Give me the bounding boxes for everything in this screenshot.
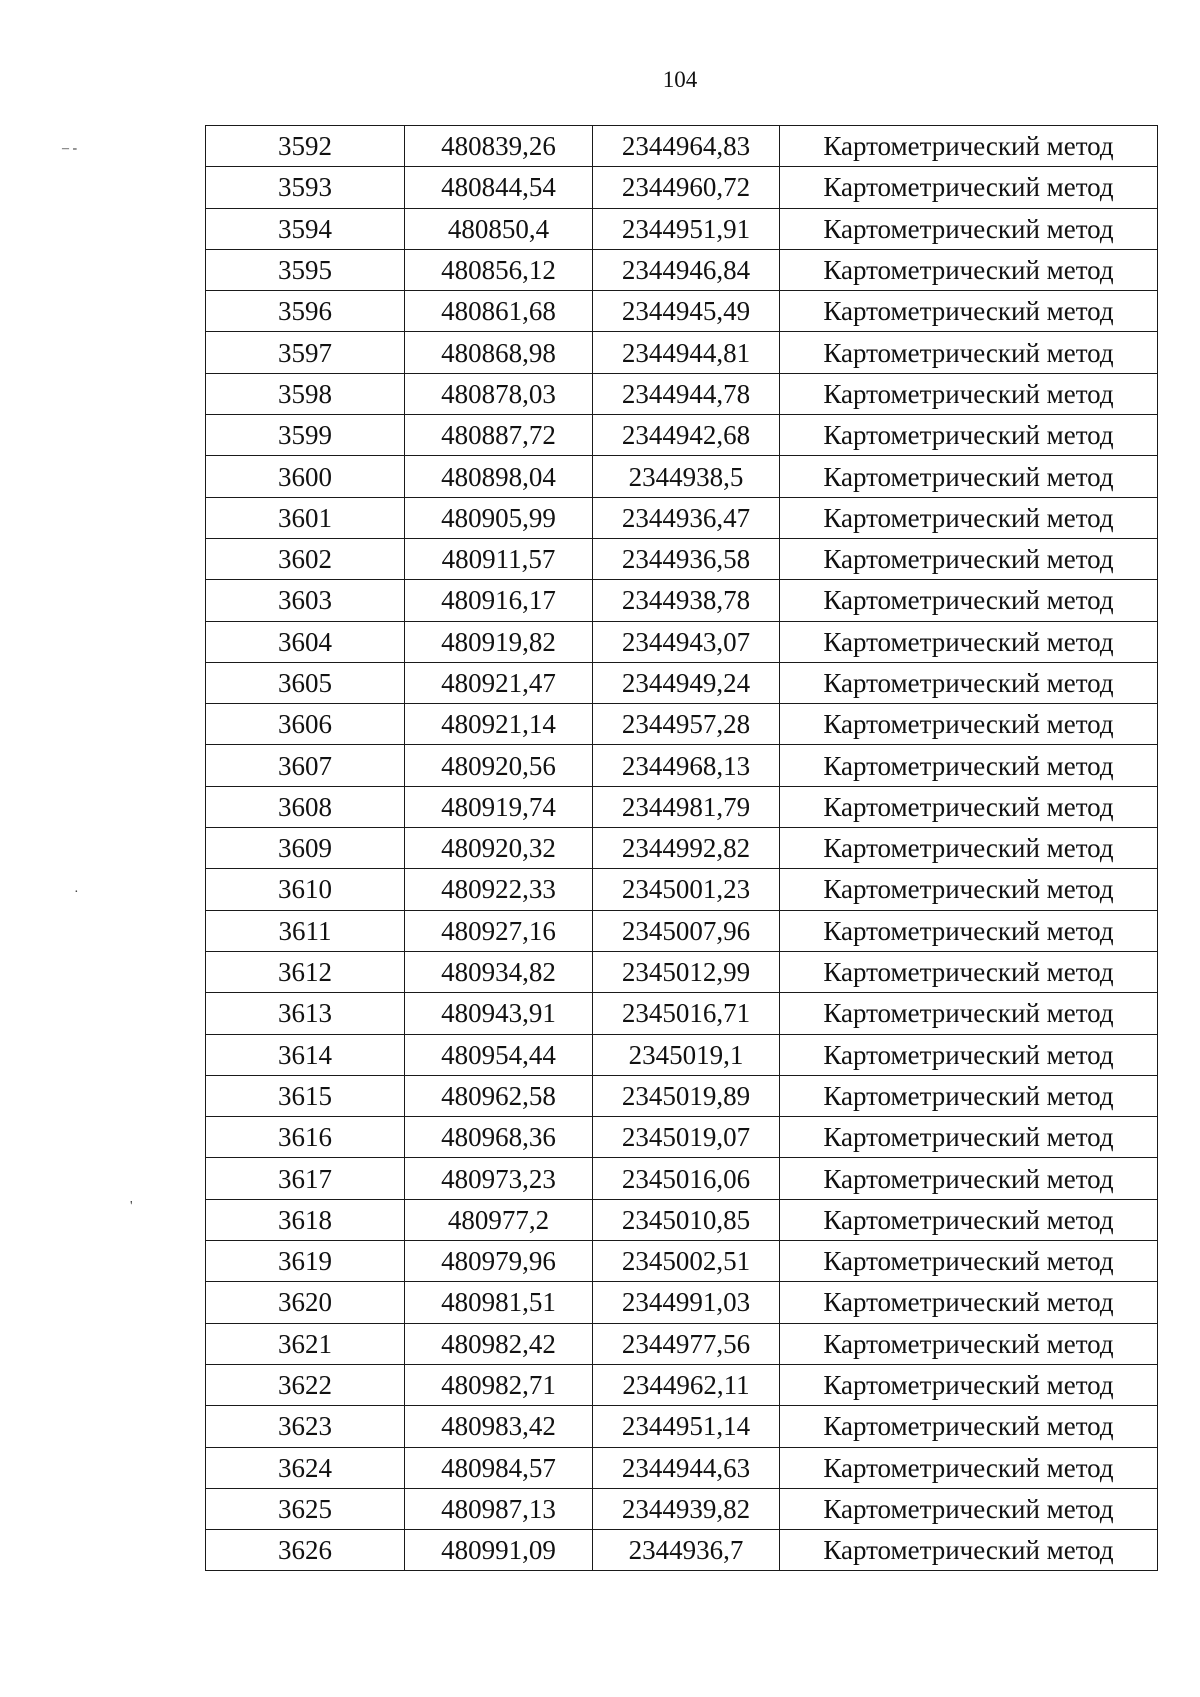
- method-cell: Картометрический метод: [780, 1075, 1158, 1116]
- x-coordinate-cell: 480927,16: [405, 910, 593, 951]
- point-number-cell: 3619: [206, 1241, 405, 1282]
- x-coordinate-cell: 480861,68: [405, 291, 593, 332]
- table-row: [206, 910, 1158, 951]
- point-number-cell: 3599: [206, 415, 405, 456]
- method-cell: Картометрический метод: [780, 1447, 1158, 1488]
- point-number-cell: 3623: [206, 1406, 405, 1447]
- x-coordinate-cell: 480922,33: [405, 869, 593, 910]
- y-coordinate-cell: 2345002,51: [593, 1241, 780, 1282]
- point-number-cell: 3604: [206, 621, 405, 662]
- coordinates-table-body: [206, 126, 1158, 1571]
- method-cell: Картометрический метод: [780, 415, 1158, 456]
- table-row: [206, 456, 1158, 497]
- table-row: [206, 745, 1158, 786]
- y-coordinate-cell: 2344981,79: [593, 786, 780, 827]
- y-coordinate-cell: 2344939,82: [593, 1488, 780, 1529]
- x-coordinate-cell: 480920,32: [405, 828, 593, 869]
- y-coordinate-cell: 2345019,89: [593, 1075, 780, 1116]
- table-row: [206, 869, 1158, 910]
- x-coordinate-cell: 480911,57: [405, 538, 593, 579]
- y-coordinate-cell: 2345007,96: [593, 910, 780, 951]
- table-row: [206, 497, 1158, 538]
- y-coordinate-cell: 2344977,56: [593, 1323, 780, 1364]
- method-cell: Картометрический метод: [780, 1034, 1158, 1075]
- y-coordinate-cell: 2344942,68: [593, 415, 780, 456]
- x-coordinate-cell: 480982,71: [405, 1364, 593, 1405]
- table-row: [206, 993, 1158, 1034]
- point-number-cell: 3593: [206, 167, 405, 208]
- point-number-cell: 3622: [206, 1364, 405, 1405]
- scan-artifact-dot: ': [130, 1199, 133, 1214]
- y-coordinate-cell: 2344938,78: [593, 580, 780, 621]
- method-cell: Картометрический метод: [780, 869, 1158, 910]
- point-number-cell: 3597: [206, 332, 405, 373]
- method-cell: Картометрический метод: [780, 126, 1158, 167]
- y-coordinate-cell: 2345010,85: [593, 1199, 780, 1240]
- method-cell: Картометрический метод: [780, 1364, 1158, 1405]
- y-coordinate-cell: 2345019,07: [593, 1117, 780, 1158]
- x-coordinate-cell: 480987,13: [405, 1488, 593, 1529]
- y-coordinate-cell: 2344960,72: [593, 167, 780, 208]
- table-row: [206, 1117, 1158, 1158]
- y-coordinate-cell: 2344968,13: [593, 745, 780, 786]
- x-coordinate-cell: 480973,23: [405, 1158, 593, 1199]
- method-cell: Картометрический метод: [780, 1241, 1158, 1282]
- point-number-cell: 3609: [206, 828, 405, 869]
- method-cell: Картометрический метод: [780, 1323, 1158, 1364]
- x-coordinate-cell: 480839,26: [405, 126, 593, 167]
- y-coordinate-cell: 2344938,5: [593, 456, 780, 497]
- method-cell: Картометрический метод: [780, 704, 1158, 745]
- y-coordinate-cell: 2344936,58: [593, 538, 780, 579]
- x-coordinate-cell: 480919,74: [405, 786, 593, 827]
- table-row: [206, 1447, 1158, 1488]
- point-number-cell: 3626: [206, 1530, 405, 1571]
- x-coordinate-cell: 480981,51: [405, 1282, 593, 1323]
- y-coordinate-cell: 2344944,81: [593, 332, 780, 373]
- point-number-cell: 3606: [206, 704, 405, 745]
- point-number-cell: 3614: [206, 1034, 405, 1075]
- y-coordinate-cell: 2344943,07: [593, 621, 780, 662]
- point-number-cell: 3595: [206, 249, 405, 290]
- point-number-cell: 3594: [206, 208, 405, 249]
- y-coordinate-cell: 2344991,03: [593, 1282, 780, 1323]
- x-coordinate-cell: 480934,82: [405, 951, 593, 992]
- x-coordinate-cell: 480991,09: [405, 1530, 593, 1571]
- page-number: 104: [662, 67, 698, 92]
- x-coordinate-cell: 480962,58: [405, 1075, 593, 1116]
- table-row: [206, 208, 1158, 249]
- method-cell: Картометрический метод: [780, 332, 1158, 373]
- point-number-cell: 3621: [206, 1323, 405, 1364]
- y-coordinate-cell: 2344946,84: [593, 249, 780, 290]
- x-coordinate-cell: 480898,04: [405, 456, 593, 497]
- method-cell: Картометрический метод: [780, 786, 1158, 827]
- point-number-cell: 3618: [206, 1199, 405, 1240]
- x-coordinate-cell: 480850,4: [405, 208, 593, 249]
- table-row: [206, 621, 1158, 662]
- method-cell: Картометрический метод: [780, 993, 1158, 1034]
- x-coordinate-cell: 480844,54: [405, 167, 593, 208]
- point-number-cell: 3592: [206, 126, 405, 167]
- x-coordinate-cell: 480984,57: [405, 1447, 593, 1488]
- method-cell: Картометрический метод: [780, 1158, 1158, 1199]
- y-coordinate-cell: 2345016,06: [593, 1158, 780, 1199]
- table-row: [206, 538, 1158, 579]
- method-cell: Картометрический метод: [780, 456, 1158, 497]
- table-row: [206, 1034, 1158, 1075]
- point-number-cell: 3605: [206, 662, 405, 703]
- point-number-cell: 3617: [206, 1158, 405, 1199]
- method-cell: Картометрический метод: [780, 580, 1158, 621]
- table-row: [206, 1282, 1158, 1323]
- y-coordinate-cell: 2344936,47: [593, 497, 780, 538]
- scan-artifact-dot: ·: [74, 885, 79, 900]
- x-coordinate-cell: 480887,72: [405, 415, 593, 456]
- x-coordinate-cell: 480868,98: [405, 332, 593, 373]
- table-row: [206, 662, 1158, 703]
- table-row: [206, 415, 1158, 456]
- x-coordinate-cell: 480921,14: [405, 704, 593, 745]
- x-coordinate-cell: 480982,42: [405, 1323, 593, 1364]
- method-cell: Картометрический метод: [780, 1117, 1158, 1158]
- method-cell: Картометрический метод: [780, 910, 1158, 951]
- table-row: [206, 828, 1158, 869]
- table-row: [206, 1199, 1158, 1240]
- y-coordinate-cell: 2344944,78: [593, 373, 780, 414]
- y-coordinate-cell: 2344945,49: [593, 291, 780, 332]
- x-coordinate-cell: 480979,96: [405, 1241, 593, 1282]
- point-number-cell: 3620: [206, 1282, 405, 1323]
- method-cell: Картометрический метод: [780, 497, 1158, 538]
- point-number-cell: 3611: [206, 910, 405, 951]
- table-row: [206, 1364, 1158, 1405]
- point-number-cell: 3612: [206, 951, 405, 992]
- y-coordinate-cell: 2344964,83: [593, 126, 780, 167]
- x-coordinate-cell: 480977,2: [405, 1199, 593, 1240]
- y-coordinate-cell: 2344949,24: [593, 662, 780, 703]
- table-row: [206, 1158, 1158, 1199]
- method-cell: Картометрический метод: [780, 621, 1158, 662]
- method-cell: Картометрический метод: [780, 662, 1158, 703]
- x-coordinate-cell: 480916,17: [405, 580, 593, 621]
- x-coordinate-cell: 480983,42: [405, 1406, 593, 1447]
- x-coordinate-cell: 480968,36: [405, 1117, 593, 1158]
- y-coordinate-cell: 2345016,71: [593, 993, 780, 1034]
- method-cell: Картометрический метод: [780, 538, 1158, 579]
- point-number-cell: 3603: [206, 580, 405, 621]
- x-coordinate-cell: 480905,99: [405, 497, 593, 538]
- method-cell: Картометрический метод: [780, 291, 1158, 332]
- point-number-cell: 3610: [206, 869, 405, 910]
- table-row: [206, 1406, 1158, 1447]
- method-cell: Картометрический метод: [780, 828, 1158, 869]
- table-row: [206, 249, 1158, 290]
- point-number-cell: 3624: [206, 1447, 405, 1488]
- method-cell: Картометрический метод: [780, 167, 1158, 208]
- y-coordinate-cell: 2344992,82: [593, 828, 780, 869]
- method-cell: Картометрический метод: [780, 1406, 1158, 1447]
- method-cell: Картометрический метод: [780, 249, 1158, 290]
- table-row: [206, 951, 1158, 992]
- y-coordinate-cell: 2344957,28: [593, 704, 780, 745]
- y-coordinate-cell: 2344951,14: [593, 1406, 780, 1447]
- table-row: [206, 126, 1158, 167]
- y-coordinate-cell: 2344944,63: [593, 1447, 780, 1488]
- y-coordinate-cell: 2344951,91: [593, 208, 780, 249]
- y-coordinate-cell: 2345019,1: [593, 1034, 780, 1075]
- coordinates-table: [205, 125, 1158, 1571]
- point-number-cell: 3625: [206, 1488, 405, 1529]
- method-cell: Картометрический метод: [780, 1530, 1158, 1571]
- table-row: [206, 1488, 1158, 1529]
- y-coordinate-cell: 2344962,11: [593, 1364, 780, 1405]
- point-number-cell: 3615: [206, 1075, 405, 1116]
- table-row: [206, 332, 1158, 373]
- table-row: [206, 291, 1158, 332]
- point-number-cell: 3602: [206, 538, 405, 579]
- method-cell: Картометрический метод: [780, 208, 1158, 249]
- point-number-cell: 3608: [206, 786, 405, 827]
- table-row: [206, 1241, 1158, 1282]
- point-number-cell: 3596: [206, 291, 405, 332]
- point-number-cell: 3607: [206, 745, 405, 786]
- point-number-cell: 3601: [206, 497, 405, 538]
- table-row: [206, 704, 1158, 745]
- x-coordinate-cell: 480943,91: [405, 993, 593, 1034]
- y-coordinate-cell: 2344936,7: [593, 1530, 780, 1571]
- table-row: [206, 167, 1158, 208]
- x-coordinate-cell: 480954,44: [405, 1034, 593, 1075]
- method-cell: Картометрический метод: [780, 1199, 1158, 1240]
- point-number-cell: 3598: [206, 373, 405, 414]
- method-cell: Картометрический метод: [780, 373, 1158, 414]
- method-cell: Картометрический метод: [780, 951, 1158, 992]
- table-row: [206, 580, 1158, 621]
- table-row: [206, 786, 1158, 827]
- method-cell: Картометрический метод: [780, 745, 1158, 786]
- y-coordinate-cell: 2345012,99: [593, 951, 780, 992]
- x-coordinate-cell: 480919,82: [405, 621, 593, 662]
- table-row: [206, 1530, 1158, 1571]
- scan-artifact-dash: – -: [62, 141, 78, 156]
- table-row: [206, 1323, 1158, 1364]
- point-number-cell: 3600: [206, 456, 405, 497]
- table-row: [206, 373, 1158, 414]
- point-number-cell: 3616: [206, 1117, 405, 1158]
- method-cell: Картометрический метод: [780, 1282, 1158, 1323]
- x-coordinate-cell: 480878,03: [405, 373, 593, 414]
- method-cell: Картометрический метод: [780, 1488, 1158, 1529]
- x-coordinate-cell: 480921,47: [405, 662, 593, 703]
- y-coordinate-cell: 2345001,23: [593, 869, 780, 910]
- x-coordinate-cell: 480856,12: [405, 249, 593, 290]
- point-number-cell: 3613: [206, 993, 405, 1034]
- x-coordinate-cell: 480920,56: [405, 745, 593, 786]
- table-row: [206, 1075, 1158, 1116]
